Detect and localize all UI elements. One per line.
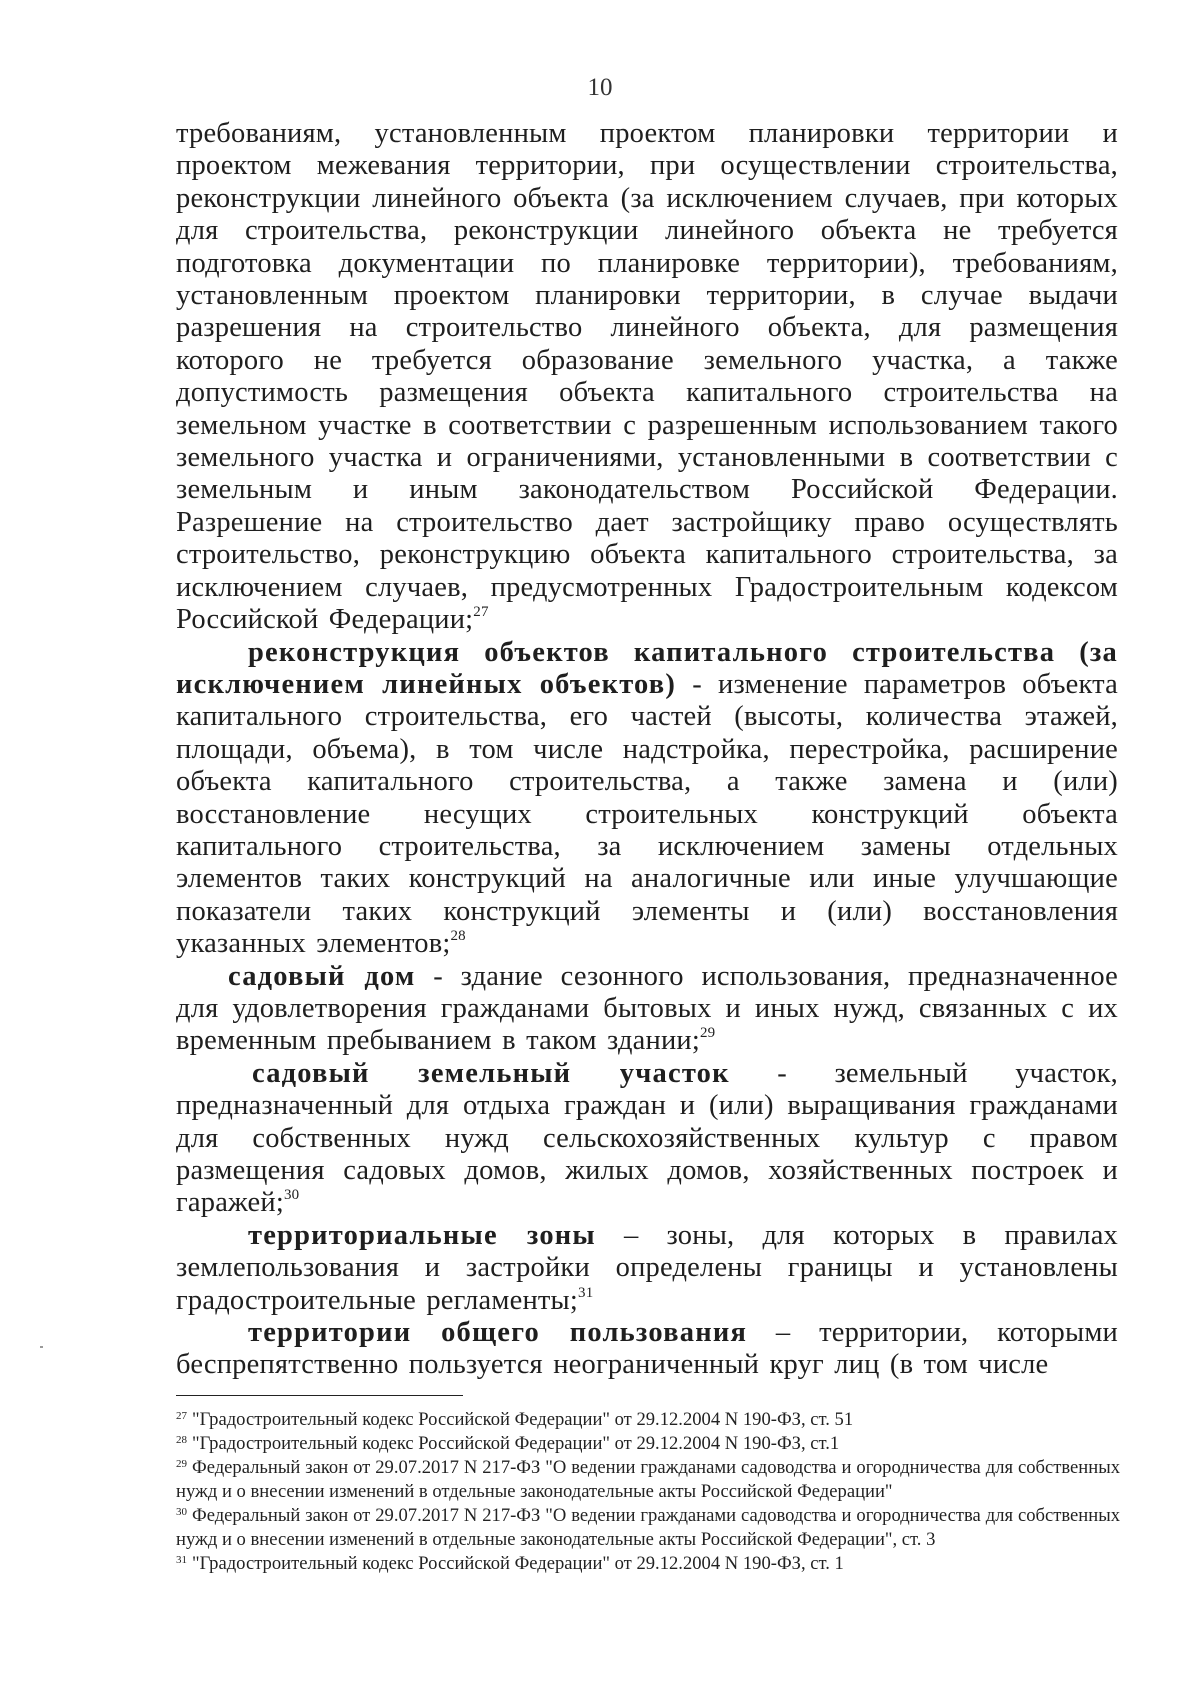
footnote-text: "Градостроительный кодекс Российской Федерации" от 29.12.2004 N 190-ФЗ, ст. 51 (192, 1409, 854, 1430)
defined-term: реконструкция объектов капитального строительства (за исключением линейных объектов) (176, 636, 1118, 700)
paragraph-text: – зоны, для которых в правилах землепользования и застройки определены границы и установлены градостроительные регламенты; (176, 1219, 1118, 1316)
footnotes (176, 1408, 1120, 1576)
footnote-29 (176, 1456, 1120, 1504)
footnote-ref: 30 (283, 1187, 300, 1204)
footnote-31 (176, 1552, 1120, 1576)
footnote-27 (176, 1408, 1120, 1432)
footnote-ref: 31 (578, 1284, 594, 1301)
defined-term: территориальные зоны (248, 1219, 596, 1251)
paragraph-permit-continuation (176, 118, 1118, 637)
paragraph-text: - здание сезонного использования, предназначенное для удовлетворения гражданами бытовых и иных нужд, связанных с их временным пребыванием в таком здании; (176, 960, 1118, 1057)
footnote-text: "Градостроительный кодекс Российской Федерации" от 29.12.2004 N 190-ФЗ, ст.1 (192, 1433, 840, 1454)
footnote-30 (176, 1504, 1120, 1552)
defined-term: садовый дом (228, 960, 416, 992)
footnote-28 (176, 1432, 1120, 1456)
paragraph-text: – территории, которыми беспрепятственно пользуется неограниченный круг лиц (в том числе (176, 1317, 1119, 1381)
body-text (176, 118, 1118, 1382)
paragraph-garden-house (176, 961, 1118, 1058)
defined-term: садовый земельный участок (252, 1057, 730, 1089)
footnote-ref: 28 (450, 928, 466, 945)
footnote-text: Федеральный закон от 29.07.2017 N 217-ФЗ "О ведении гражданами садоводства и огородничества для собственных нужд и о внесении изменений в отдельные законодательные акты Российской Федерации", ст. 3 (176, 1505, 1120, 1550)
footnote-number: 27 (176, 1410, 187, 1422)
footnote-number: 29 (176, 1458, 187, 1470)
page-number: 10 (587, 74, 613, 101)
paragraph-text: требованиям, установленным проектом планировки территории и проектом межевания территории, при осуществлении строительства, реконструкции линейного объекта (за исключением случаев, при которых для строительства, реконструкции линейного объекта не требуется подготовка документации по планировке территории), требованиям, установленным проектом планировки территории, в случае выдачи разрешения на строительство линейного объекта, для размещения которого не требуется образование земельного участка, а также допустимость размещения объекта капитального строительства на земельном участке в соответствии с разрешенным использованием такого земельного участка и ограничениями, установленными в соответствии с земельным и иным законодательством Российской Федерации. Разрешение на строительство дает застройщику право осуществлять строительство, реконструкцию объекта капитального строительства, за исключением случаев, предусмотренных Градостроительным кодексом Российской Федерации; (176, 118, 1118, 636)
footnote-text: "Градостроительный кодекс Российской Федерации" от 29.12.2004 N 190-ФЗ, ст. 1 (192, 1553, 844, 1574)
paragraph-public-territories (176, 1317, 1118, 1382)
footnote-number: 31 (176, 1554, 187, 1566)
footnote-separator (176, 1395, 463, 1396)
paragraph-text: - изменение параметров объекта капитального строительства, его частей (высоты, количества этажей, площади, объема), в том числе надстройка, перестройка, расширение объекта капитального строительства, а также замена и (или) восстановление несущих строительных конструкций объекта капитального строительства, за исключением замены отдельных элементов таких конструкций на аналогичные или иные улучшающие показатели таких конструкций элементы и (или) восстановления указанных элементов; (176, 668, 1118, 960)
footnote-ref: 27 (473, 604, 489, 621)
paragraph-reconstruction (176, 637, 1118, 961)
footnote-number: 28 (176, 1434, 187, 1446)
scan-speck (40, 1346, 43, 1348)
footnote-text: Федеральный закон от 29.07.2017 N 217-ФЗ "О ведении гражданами садоводства и огородничества для собственных нужд и о внесении изменений в отдельные законодательные акты Российской Федерации" (176, 1457, 1120, 1502)
paragraph-territorial-zones (176, 1220, 1118, 1317)
footnote-number: 30 (176, 1506, 187, 1518)
footnote-ref: 29 (699, 1025, 716, 1042)
paragraph-garden-plot (176, 1058, 1118, 1220)
defined-term: территории общего пользования (248, 1317, 748, 1349)
paragraph-text: - земельный участок, предназначенный для отдыха граждан и (или) выращивания гражданами для собственных нужд сельскохозяйственных культур с правом размещения садовых домов, жилых домов, хозяйственных построек и гаражей; (176, 1057, 1119, 1219)
